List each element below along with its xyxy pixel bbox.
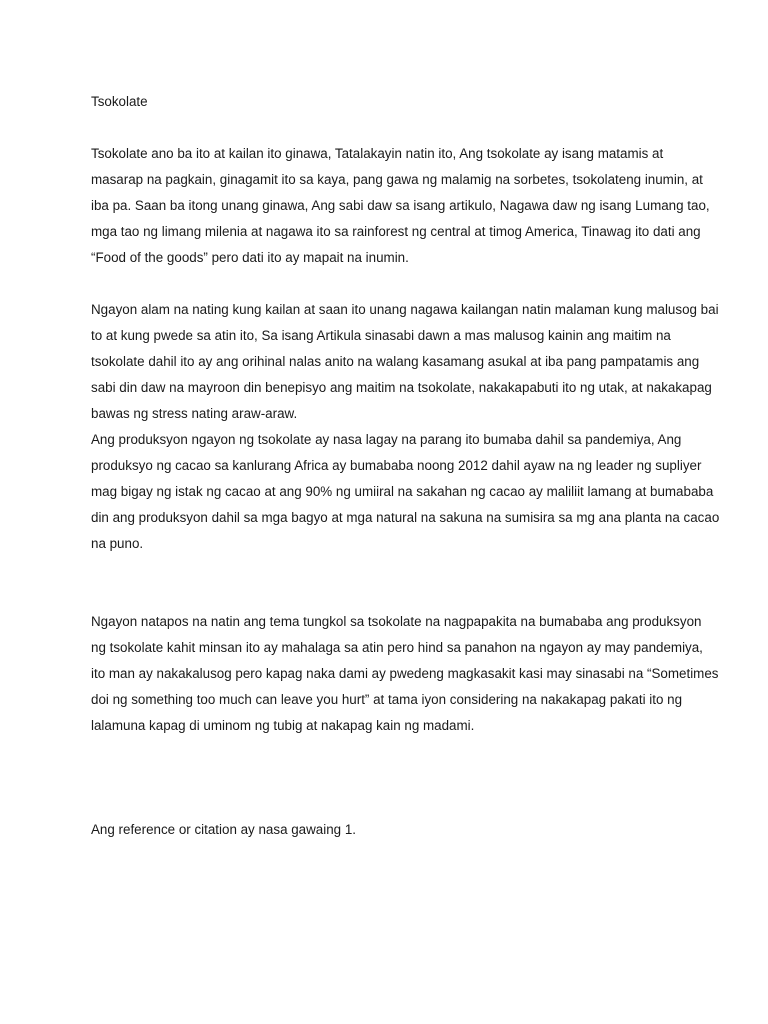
paragraph-line: lalamuna kapag di uminom ng tubig at nakapag kain ng madami.: [91, 718, 475, 733]
paragraph-1: [91, 141, 710, 271]
paragraph-line: produksyo ng cacao sa kanlurang Africa ay bumababa noong 2012 dahil ayaw na ng leader ng supliyer: [91, 458, 702, 473]
paragraph-line: “Food of the goods” pero dati ito ay mapait na inumin.: [91, 250, 409, 265]
paragraph-line: doi ng something too much can leave you hurt” at tama iyon considering na nakakapag pakati ito ng: [91, 692, 683, 707]
paragraph-line: din ang produksyon dahil sa mga bagyo at mga natural na sakuna na sumisira sa mg ana planta na cacao: [91, 510, 720, 525]
paragraph-line: bawas ng stress nating araw-araw.: [91, 406, 298, 421]
paragraph-4: [91, 609, 719, 739]
paragraph-line: Ngayon alam na nating kung kailan at saan ito unang nagawa kailangan natin malaman kung malusog bai: [91, 302, 719, 317]
paragraph-3: [91, 427, 720, 557]
paragraph-line: to at kung pwede sa atin ito, Sa isang Artikula sinasabi dawn a mas malusog kainin ang maitim na: [91, 328, 671, 343]
paragraph-line: masarap na pagkain, ginagamit ito sa kaya, pang gawa ng malamig na sorbetes, tsokolateng inumin, at: [91, 172, 703, 187]
title-text: Tsokolate: [91, 94, 148, 109]
paragraph-line: Ngayon natapos na natin ang tema tungkol sa tsokolate na nagpapakita na bumababa ang produksyon: [91, 614, 702, 629]
paragraph-line: iba pa. Saan ba itong unang ginawa, Ang sabi daw sa isang artikulo, Nagawa daw ng isang Lumang tao,: [91, 198, 710, 213]
paragraph-2: [91, 297, 719, 427]
paragraph-line: na puno.: [91, 536, 144, 551]
paragraph-line: Tsokolate ano ba ito at kailan ito ginawa, Tatalakayin natin ito, Ang tsokolate ay isang matamis at: [91, 146, 664, 161]
paragraph-line: ng tsokolate kahit minsan ito ay mahalaga sa atin pero hind sa panahon na ngayon ay may pandemiya,: [91, 640, 703, 655]
reference-text: Ang reference or citation ay nasa gawaing 1.: [91, 822, 357, 837]
paragraph-line: ito man ay nakakalusog pero kapag naka dami ay pwedeng magkasakit kasi may sinasabi na “Sometimes: [91, 666, 719, 681]
paragraph-line: mga tao ng limang milenia at nagawa ito sa rainforest ng central at timog America, Tinawag ito dati ang: [91, 224, 701, 239]
reference-note: [91, 817, 691, 843]
paragraph-line: tsokolate dahil ito ay ang orihinal nalas anito na walang kasamang asukal at iba pang pampatamis ang: [91, 354, 700, 369]
paragraph-line: Ang produksyon ngayon ng tsokolate ay nasa lagay na parang ito bumaba dahil sa pandemiya, Ang: [91, 432, 682, 447]
paragraph-line: sabi din daw na mayroon din benepisyo ang maitim na tsokolate, nakakapabuti ito ng utak, at nakakapag: [91, 380, 712, 395]
paragraph-line: mag bigay ng istak ng cacao at ang 90% ng umiiral na sakahan ng cacao ay maliliit lamang at bumababa: [91, 484, 714, 499]
document-title: [91, 89, 691, 115]
